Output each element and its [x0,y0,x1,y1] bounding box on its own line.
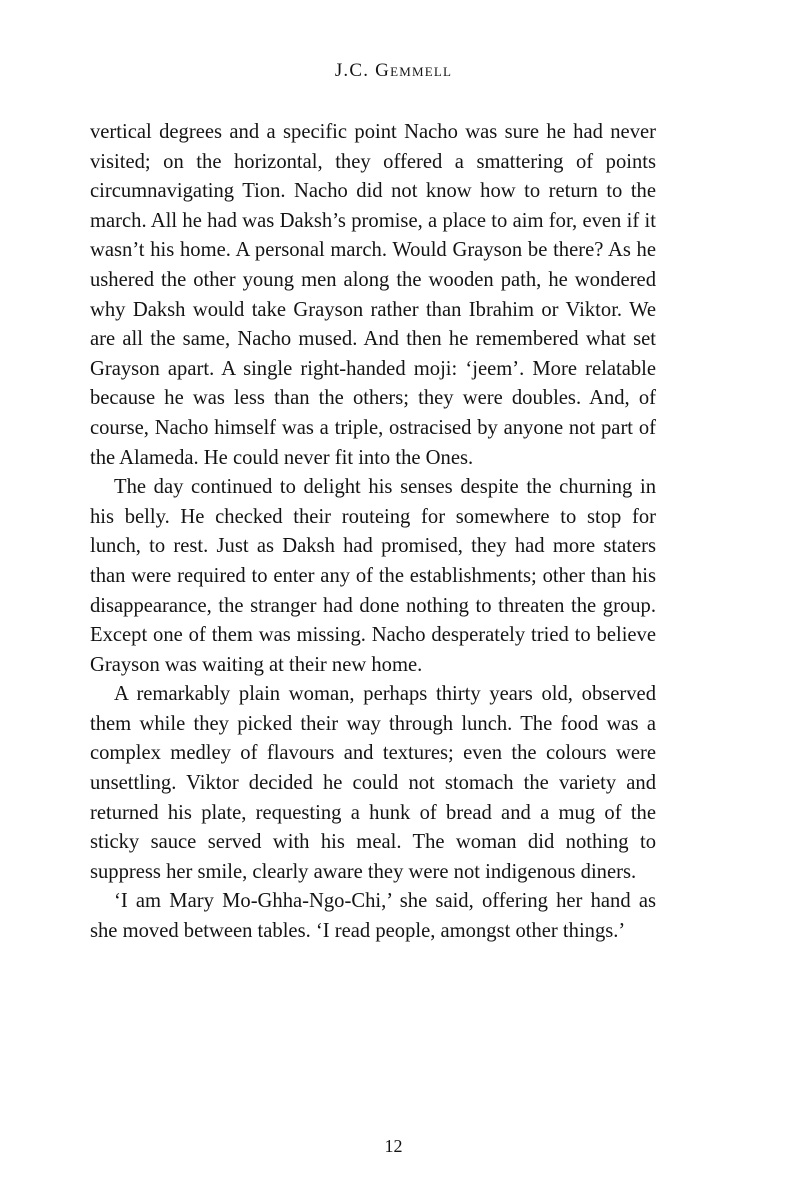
paragraph: vertical degrees and a specific point Nacho was sure he had never visited; on the horizontal, they offered a smattering of points circumnavigating Tion. Nacho did not know how to return to the march. All he had was Daksh’s promise, a place to aim for, even if it wasn’t his home. A personal march. Would Grayson be there? As he ushered the other young men along the wooden path, he wondered why Daksh would take Grayson rather than Ibrahim or Viktor. We are all the same, Nacho mused. And then he remembered what set Grayson apart. A single right-handed moji: ‘jeem’. More relatable because he was less than the others; they were doubles. And, of course, Nacho himself was a triple, ostracised by anyone not part of the Alameda. He could never fit into the Ones. [90,121,656,469]
running-head: J.C. Gemmell [334,60,453,81]
paragraph: The day continued to delight his senses despite the churning in his belly. He checked their routeing for somewhere to stop for lunch, to rest. Just as Daksh had promised, they had more staters than were required to enter any of the establishments; other than his disappearance, the stranger had done nothing to threaten the group. Except one of them was missing. Nacho desperately tried to believe Grayson was waiting at their new home. [90,476,656,676]
paragraph: ‘I am Mary Mo-Ghha-Ngo-Chi,’ she said, offering her hand as she moved between tables. ‘I read people, amongst other things.’ [90,890,656,943]
paragraph: A remarkably plain woman, perhaps thirty years old, observed them while they picked their way through lunch. The food was a complex medley of flavours and textures; even the colours were unsettling. Viktor decided he could not stomach the variety and returned his plate, requesting a hunk of bread and a mug of the sticky sauce served with his meal. The woman did nothing to suppress her smile, clearly aware they were not indigenous diners. [90,683,656,883]
body-text [90,118,656,947]
page-number: 12 [384,1136,403,1156]
